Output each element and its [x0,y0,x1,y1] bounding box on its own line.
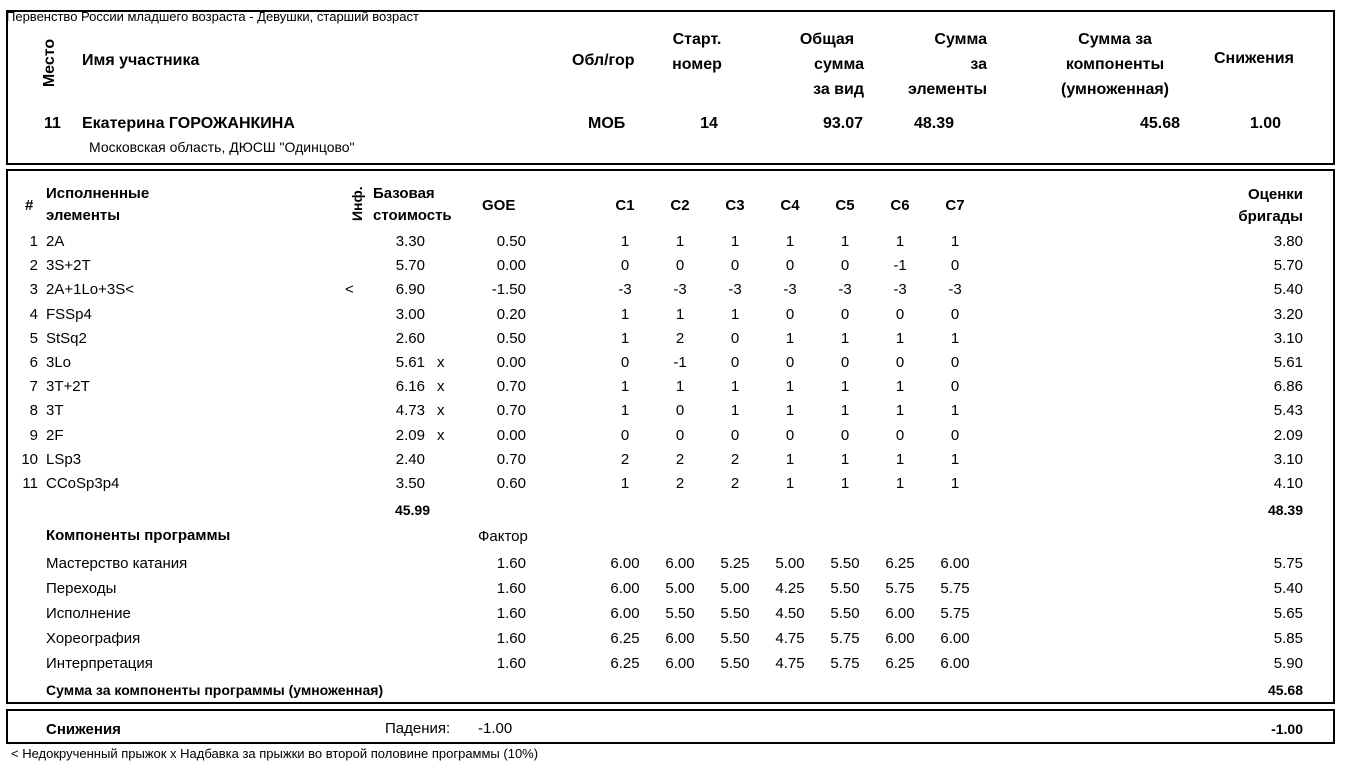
event-title: Первенство России младшего возраста - Девушки, старший возраст [6,9,419,24]
element-base-value: 3.00 [395,306,425,323]
elements-info-header: Инф. [349,186,365,221]
component-judge-c6: 6.25 [885,655,915,672]
footnote: < Недокрученный прыжок x Надбавка за прыжки во второй половине программы (10%) [11,746,539,761]
element-goe: 0.00 [496,257,526,274]
element-goe: 0.20 [496,306,526,323]
element-judge-c1: 1 [620,402,630,419]
element-bonus-mark: x [437,427,445,444]
element-code: 3Lo [46,354,72,371]
component-judge-c7: 6.00 [940,555,970,572]
component-judge-c3: 5.50 [720,655,750,672]
element-judge-c4: -3 [783,281,797,298]
element-judge-c5: 1 [840,402,850,419]
element-judge-c7: 1 [950,451,960,468]
element-judge-c2: 2 [675,330,685,347]
element-judge-c3: 2 [730,451,740,468]
element-code: 3S+2T [46,257,91,274]
component-judge-c5: 5.75 [830,630,860,647]
col-elements-header [880,27,987,102]
deductions-total: -1.00 [1271,721,1303,737]
element-goe: 0.70 [496,451,526,468]
components-total-label: Сумма за компоненты программы (умноженная) [46,682,384,698]
element-judge-c3: 0 [730,354,740,371]
element-base-value: 6.16 [395,378,425,395]
element-judge-c4: 1 [785,475,795,492]
component-factor: 1.60 [496,630,526,647]
element-judge-c4: 1 [785,233,795,250]
element-panel-score: 3.20 [1273,306,1303,323]
component-judge-c4: 4.75 [775,655,805,672]
element-judge-c1: 1 [620,378,630,395]
component-name: Мастерство катания [46,555,188,572]
element-judge-c4: 1 [785,451,795,468]
component-panel-score: 5.40 [1273,580,1303,597]
element-row-number: 8 [29,402,38,419]
elements-base-line2: стоимость [373,207,452,224]
component-judge-c5: 5.50 [830,555,860,572]
element-panel-score: 5.61 [1273,354,1303,371]
elements-name-line1: Исполненные [46,185,150,202]
skater-place: 11 [44,115,61,132]
element-judge-c1: 0 [620,257,630,274]
col-elements-line2: за [970,56,987,73]
elements-panel-header [1200,184,1303,228]
judge-header-c1: C1 [615,197,635,214]
element-code: CCoSp3p4 [46,475,120,492]
component-judge-c7: 6.00 [940,655,970,672]
judge-header-c4: C4 [780,197,800,214]
element-base-value: 2.40 [395,451,425,468]
element-judge-c3: -3 [728,281,742,298]
element-judge-c2: 0 [675,402,685,419]
component-judge-c5: 5.50 [830,605,860,622]
element-goe: 0.50 [496,330,526,347]
element-judge-c2: 2 [675,451,685,468]
col-components-line3: (умноженная) [1061,81,1169,98]
element-judge-c2: 2 [675,475,685,492]
element-judge-c7: 0 [950,257,960,274]
elements-panel-line2: бригады [1238,208,1303,225]
element-judge-c7: 0 [950,306,960,323]
component-judge-c3: 5.50 [720,605,750,622]
element-judge-c6: 1 [895,451,905,468]
element-goe: -1.50 [491,281,526,298]
element-judge-c4: 0 [785,257,795,274]
element-panel-score: 6.86 [1273,378,1303,395]
element-judge-c2: 1 [675,306,685,323]
element-row-number: 4 [29,306,38,323]
element-code: LSp3 [46,451,82,468]
component-judge-c6: 5.75 [885,580,915,597]
element-base-value: 2.09 [395,427,425,444]
element-judge-c5: 0 [840,257,850,274]
element-code: StSq2 [46,330,87,347]
component-factor: 1.60 [496,655,526,672]
element-judge-c4: 1 [785,330,795,347]
component-name: Исполнение [46,605,131,622]
element-base-value: 6.90 [395,281,425,298]
col-components-line2: компоненты [1065,56,1165,73]
element-judge-c5: 1 [840,233,850,250]
component-judge-c1: 6.00 [610,555,640,572]
component-judge-c2: 5.50 [665,605,695,622]
col-start-header [652,27,742,77]
component-factor: 1.60 [496,580,526,597]
element-judge-c1: 1 [620,306,630,323]
judge-header-c6: C6 [890,197,910,214]
col-elements-line1: Сумма [934,31,987,48]
element-row-number: 11 [22,475,38,492]
element-judge-c5: -3 [838,281,852,298]
element-panel-score: 2.09 [1273,427,1303,444]
skater-deductions: 1.00 [1249,115,1281,132]
element-judge-c7: 0 [950,354,960,371]
element-row-number: 5 [29,330,38,347]
element-judge-c1: 1 [620,475,630,492]
element-panel-score: 5.43 [1273,402,1303,419]
component-name: Хореография [46,630,141,647]
element-judge-c5: 0 [840,306,850,323]
component-panel-score: 5.75 [1273,555,1303,572]
element-bonus-mark: x [437,354,445,371]
element-judge-c6: 1 [895,233,905,250]
element-judge-c2: -3 [673,281,687,298]
element-goe: 0.00 [496,354,526,371]
element-row-number: 10 [21,451,38,468]
component-judge-c4: 4.50 [775,605,805,622]
element-judge-c5: 1 [840,330,850,347]
element-base-value: 2.60 [395,330,425,347]
element-panel-score: 3.80 [1273,233,1303,250]
element-judge-c3: 0 [730,257,740,274]
skater-club: Московская область, ДЮСШ "Одинцово" [89,139,355,155]
element-judge-c2: 1 [675,233,685,250]
component-judge-c1: 6.25 [610,655,640,672]
element-judge-c1: 0 [620,427,630,444]
element-panel-score: 3.10 [1273,330,1303,347]
elements-panel-line1: Оценки [1247,186,1303,203]
element-code: FSSp4 [46,306,92,323]
element-row-number: 2 [29,257,38,274]
component-judge-c4: 4.25 [775,580,805,597]
element-judge-c7: -3 [948,281,962,298]
element-code: 2A [46,233,65,250]
component-judge-c3: 5.00 [720,580,750,597]
component-judge-c1: 6.00 [610,580,640,597]
component-judge-c1: 6.25 [610,630,640,647]
element-judge-c6: -1 [893,257,907,274]
col-deductions-header: Снижения [1214,50,1294,67]
element-goe: 0.70 [496,378,526,395]
element-judge-c7: 1 [950,330,960,347]
element-goe: 0.60 [496,475,526,492]
component-panel-score: 5.85 [1273,630,1303,647]
component-name: Переходы [46,580,117,597]
element-judge-c2: 0 [675,427,685,444]
skater-start-no: 14 [700,115,718,132]
component-judge-c5: 5.50 [830,580,860,597]
components-factor-label: Фактор [478,528,528,545]
component-judge-c3: 5.50 [720,630,750,647]
element-goe: 0.70 [496,402,526,419]
skater-elements-score: 48.39 [913,115,954,132]
element-row-number: 1 [29,233,38,250]
col-place-header: Место [41,38,58,88]
component-judge-c2: 6.00 [665,655,695,672]
judge-header-c3: C3 [725,197,745,214]
element-judge-c4: 0 [785,306,795,323]
component-judge-c4: 4.75 [775,630,805,647]
element-judge-c4: 1 [785,378,795,395]
col-components-header [1040,27,1190,102]
element-judge-c4: 0 [785,354,795,371]
element-code: 3T+2T [46,378,90,395]
component-factor: 1.60 [496,605,526,622]
element-judge-c5: 0 [840,427,850,444]
component-judge-c2: 6.00 [665,630,695,647]
element-code: 2F [46,427,64,444]
element-judge-c2: 1 [675,378,685,395]
component-panel-score: 5.65 [1273,605,1303,622]
element-judge-c6: 1 [895,330,905,347]
element-bonus-mark: x [437,378,445,395]
element-base-value: 3.30 [395,233,425,250]
element-panel-score: 4.10 [1273,475,1303,492]
col-start-line2: номер [672,56,722,73]
elements-base-line1: Базовая [373,185,435,202]
element-panel-score: 5.40 [1273,281,1303,298]
deductions-box [6,709,1335,744]
judge-header-c5: C5 [835,197,855,214]
element-judge-c7: 1 [950,233,960,250]
elements-base-header [373,183,452,227]
component-factor: 1.60 [496,555,526,572]
element-judge-c4: 1 [785,402,795,419]
element-code: 3T [46,402,64,419]
falls-label: Падения: [385,720,451,737]
element-judge-c4: 0 [785,427,795,444]
skater-region: МОБ [588,115,626,132]
element-panel-score: 3.10 [1273,451,1303,468]
components-title: Компоненты программы [46,527,231,544]
elements-goe-header: GOE [482,197,516,214]
element-judge-c6: 1 [895,378,905,395]
component-judge-c6: 6.00 [885,630,915,647]
element-judge-c7: 0 [950,378,960,395]
col-total-line3: за вид [813,81,864,98]
falls-value: -1.00 [478,720,513,737]
element-judge-c5: 1 [840,475,850,492]
element-judge-c5: 1 [840,378,850,395]
col-components-line1: Сумма за [1078,31,1152,48]
component-judge-c5: 5.75 [830,655,860,672]
element-judge-c6: -3 [893,281,907,298]
components-total: 45.68 [1267,682,1303,698]
component-panel-score: 5.90 [1273,655,1303,672]
skater-total: 93.07 [822,115,863,132]
element-judge-c3: 0 [730,330,740,347]
element-base-value: 3.50 [395,475,425,492]
element-judge-c7: 0 [950,427,960,444]
element-bonus-mark: x [437,402,445,419]
elements-name-line2: элементы [46,207,121,224]
col-elements-line3: элементы [908,81,987,98]
judge-header-c2: C2 [670,197,690,214]
element-judge-c5: 0 [840,354,850,371]
component-judge-c6: 6.00 [885,605,915,622]
element-judge-c3: 2 [730,475,740,492]
elements-score-total: 48.39 [1267,502,1303,518]
element-judge-c6: 0 [895,427,905,444]
skater-components-score: 45.68 [1139,115,1180,132]
element-judge-c1: -3 [618,281,632,298]
element-judge-c3: 1 [730,402,740,419]
element-judge-c3: 1 [730,378,740,395]
element-judge-c7: 1 [950,402,960,419]
element-judge-c5: 1 [840,451,850,468]
component-judge-c6: 6.25 [885,555,915,572]
element-judge-c1: 1 [620,330,630,347]
component-judge-c1: 6.00 [610,605,640,622]
element-judge-c7: 1 [950,475,960,492]
element-row-number: 9 [29,427,38,444]
element-judge-c3: 0 [730,427,740,444]
element-judge-c1: 1 [620,233,630,250]
element-goe: 0.50 [496,233,526,250]
judge-header-c7: C7 [945,197,965,214]
component-judge-c7: 5.75 [940,580,970,597]
col-total-header [760,27,864,102]
element-judge-c6: 0 [895,306,905,323]
element-row-number: 7 [29,378,38,395]
element-judge-c3: 1 [730,233,740,250]
elements-num-header: # [25,197,34,214]
element-judge-c1: 2 [620,451,630,468]
element-judge-c1: 0 [620,354,630,371]
element-base-value: 5.70 [395,257,425,274]
component-judge-c2: 6.00 [665,555,695,572]
component-judge-c7: 6.00 [940,630,970,647]
elements-name-header [46,183,149,227]
element-judge-c6: 1 [895,402,905,419]
element-judge-c6: 0 [895,354,905,371]
element-goe: 0.00 [496,427,526,444]
component-name: Интерпретация [46,655,153,672]
element-judge-c3: 1 [730,306,740,323]
col-total-line2: сумма [814,56,864,73]
element-judge-c2: -1 [673,354,687,371]
element-judge-c6: 1 [895,475,905,492]
element-panel-score: 5.70 [1273,257,1303,274]
col-start-line1: Старт. [672,31,722,48]
component-judge-c7: 5.75 [940,605,970,622]
component-judge-c3: 5.25 [720,555,750,572]
deductions-label: Снижения [46,721,121,738]
component-judge-c2: 5.00 [665,580,695,597]
skater-name: Екатерина ГОРОЖАНКИНА [82,115,295,132]
base-total: 45.99 [394,502,430,518]
element-row-number: 6 [29,354,38,371]
element-judge-c2: 0 [675,257,685,274]
col-region-header: Обл/гор [572,52,635,69]
element-base-value: 5.61 [395,354,425,371]
element-code: 2A+1Lo+3S< [46,281,135,298]
col-total-line1: Общая [799,31,855,48]
element-base-value: 4.73 [395,402,425,419]
element-row-number: 3 [29,281,38,298]
component-judge-c4: 5.00 [775,555,805,572]
col-name-header: Имя участника [82,52,200,69]
element-info: < [345,281,354,298]
